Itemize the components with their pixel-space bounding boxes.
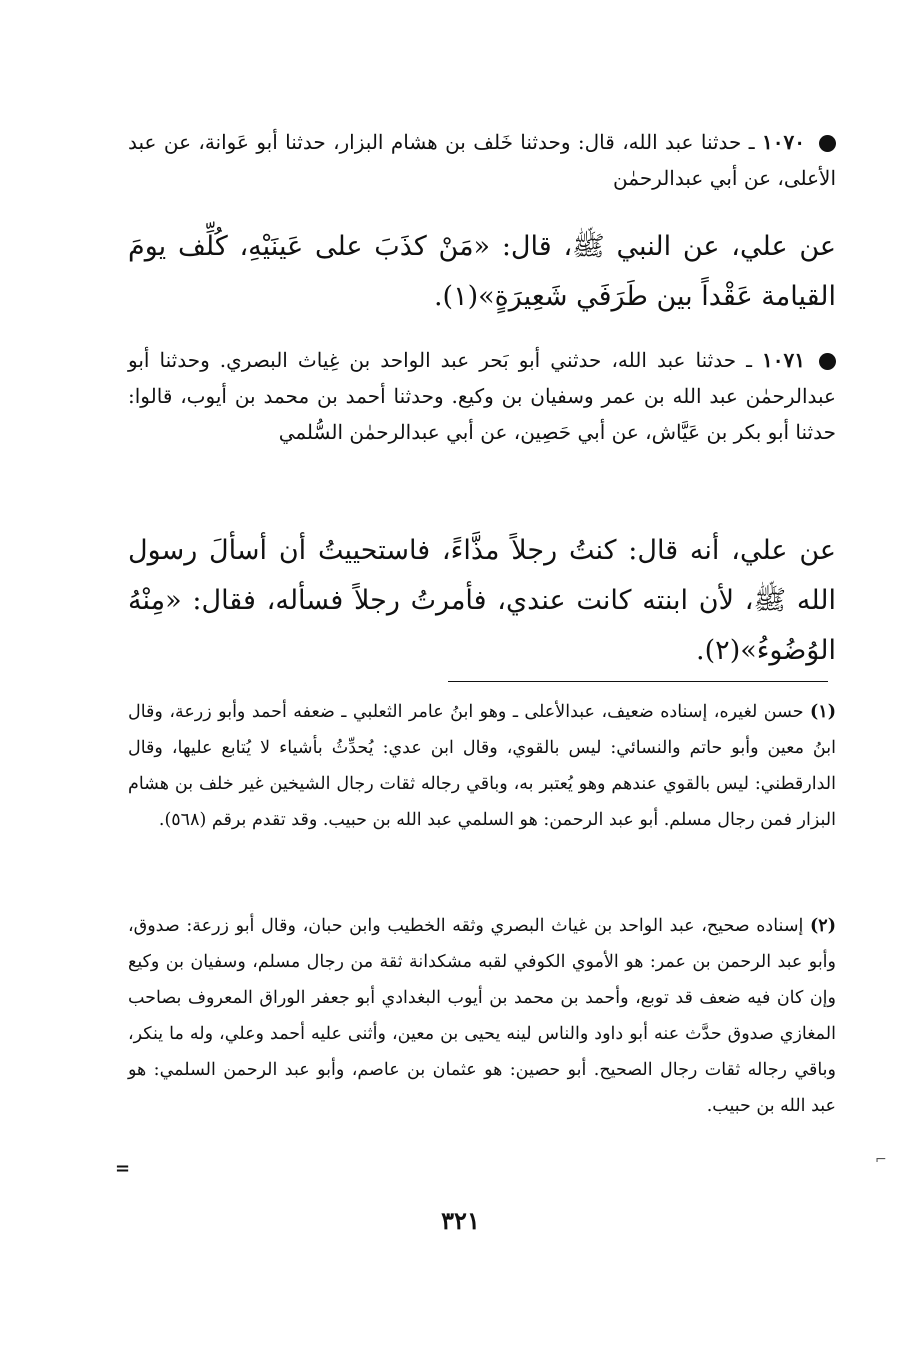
continuation-mark: =: [115, 1158, 131, 1179]
isnad-text: حدثنا عبد الله، قال: وحدثنا خَلف بن هشام البزار، حدثنا أبو عَوانة، عن عبد الأعلى، عن أبي عبدالرحمٰن: [128, 130, 836, 190]
footnote-2: [128, 908, 836, 1124]
hadith-1071-matn: عن علي، أنه قال: كنتُ رجلاً مذَّاءً، فاستحييتُ أن أسألَ رسول الله ﷺ، لأن ابنته كانت عندي، فأمرتُ رجلاً فسأله، فقال: «مِنْهُ الوُضُوءُ»(٢).: [128, 535, 836, 666]
footnote-marker: (١): [810, 702, 836, 722]
bullet-icon: [819, 353, 836, 370]
footnote-separator: [448, 681, 828, 682]
footnote-1: [128, 694, 836, 838]
hadith-1070-isnad: ١٠٧٠ ـ حدثنا عبد الله، قال: وحدثنا خَلف بن هشام البزار، حدثنا أبو عَوانة، عن عبد الأعلى، عن أبي عبدالرحمٰن: [128, 130, 836, 190]
footnote-text: حسن لغيره، إسناده ضعيف، عبدالأعلى ـ وهو ابنُ عامر الثعلبي ـ ضعفه أحمد وأبو زرعة، وقال ابنُ معين وأبو حاتم والنسائي: ليس بالقوي، وقال ابن عدي: يُحدِّثُ بأشياء لا يُتابع عليها، وقال الدارقطني: ليس بالقوي عندهم وهو يُعتبر به، وباقي رجاله ثقات رجال الشيخين غير خلف بن هشام البزار فمن رجال مسلم. أبو عبد الرحمن: هو السلمي عبد الله بن حبيب. وقد تقدم برقم (٥٦٨).: [128, 702, 836, 830]
page-number: ٣٢١: [441, 1206, 480, 1235]
footnote-marker: (٢): [810, 916, 836, 936]
bullet-icon: [819, 135, 836, 152]
hadith-1071-isnad: ١٠٧١ ـ حدثنا عبد الله، حدثني أبو بَحر عبد الواحد بن غِياث البصري. وحدثنا أبو عبدالرحمٰن عبد الله بن عمر وسفيان بن وكيع. وحدثنا أحمد بن محمد بن أيوب، قالوا: حدثنا أبو بكر بن عَيَّاش، عن أبي حَصِين، عن أبي عبدالرحمٰن السُّلمي: [128, 348, 836, 444]
footnote-text: إسناده صحيح، عبد الواحد بن غياث البصري وثقه الخطيب وابن حبان، وقال أبو زرعة: صدوق، وأبو عبد الرحمن بن عمر: هو الأموي الكوفي لقبه مشكدانة ثقة من رجال مسلم، وسفيان بن وكيع وإن كان فيه ضعف قد توبع، وأحمد بن محمد بن أيوب البغدادي أبو جعفر الوراق المعروف بصاحب المغازي صدوق حدَّث عنه أبو داود والناس لينه يحيى بن معين، وأثنى عليه أحمد وعلي، وله ما ينكر، وباقي رجاله ثقات رجال الصحيح. أبو حصين: هو عثمان بن عاصم، وأبو عبد الرحمن السلمي: هو عبد الله بن حبيب.: [128, 916, 836, 1116]
hadith-number: ١٠٧٠: [762, 130, 805, 154]
margin-scribble-icon: ⌐: [875, 1152, 887, 1168]
isnad-text: حدثنا عبد الله، حدثني أبو بَحر عبد الواحد بن غِياث البصري. وحدثنا أبو عبدالرحمٰن عبد الله بن عمر وسفيان بن وكيع. وحدثنا أحمد بن محمد بن أيوب، قالوا: حدثنا أبو بكر بن عَيَّاش، عن أبي حَصِين، عن أبي عبدالرحمٰن السُّلمي: [128, 348, 836, 444]
hadith-1070-matn: عن علي، عن النبي ﷺ، قال: «مَنْ كذَبَ على عَينَيْهِ، كُلِّف يومَ القيامة عَقْداً بين طَرَفَي شَعِيرَةٍ»(١).: [128, 231, 836, 312]
hadith-number: ١٠٧١: [762, 348, 806, 372]
